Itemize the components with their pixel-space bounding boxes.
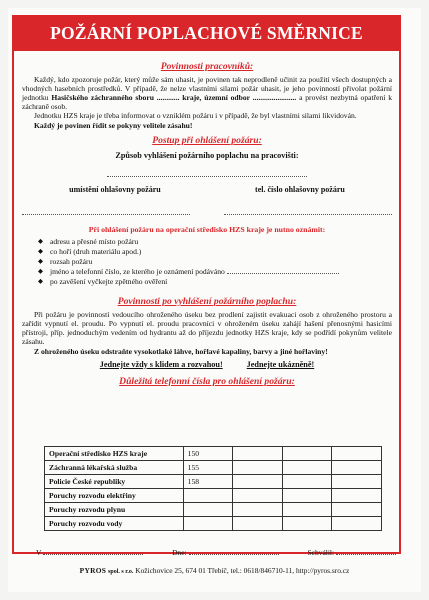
table-cell [233,461,283,475]
footer-address: Kožichovice 25, 674 01 Třebíč, tel.: 0618/846710-11, http://pyros.sro.cz [135,566,350,575]
section-heading-phones: Důležitá telefonní čísla pro ohlášení požáru: [119,375,295,387]
table-cell [282,503,332,517]
place-block [36,548,143,557]
table-cell [233,517,283,531]
alarm-method-heading: Způsob vyhlášení požárního poplachu na pracovišti: [115,150,299,160]
report-requirements-list [22,237,392,287]
section-heading-after-alarm: Povinnosti po vyhlášení požárního poplachu: [117,296,297,308]
station-location-field[interactable] [22,208,190,215]
section-heading-duties: Povinnosti pracovníků: [160,61,254,72]
title-banner [12,15,401,51]
list-item: ◆ adresu a přesné místo požáru [50,237,392,247]
table-cell [233,489,283,503]
slogan-discipline: Jednejte ukázněně! [246,359,315,369]
table-row [45,475,382,489]
footer-brand-suffix: spol. s r.o. [108,569,134,575]
duties-text-c: a provést nezbytná opatření k záchraně osob. [22,93,392,112]
table-cell [332,461,382,475]
phone-number-cell[interactable] [183,503,233,517]
duties-paragraph-1 [22,75,392,111]
table-row [45,489,382,503]
document-title: POŽÁRNÍ POPLACHOVÉ SMĚRNICE [50,22,363,43]
date-label: Dne: [172,548,187,557]
table-row [45,517,382,531]
table-cell [233,447,283,461]
duties-text-b: Hasičského záchranného sboru ............ kraje, územní odbor ....................... [51,93,297,103]
approved-block [307,548,396,557]
list-item-text: jméno a telefonní číslo, ze kterého je oznámení podáváno [50,267,225,277]
table-cell [233,503,283,517]
after-alarm-paragraph-1: Při požáru je povinností vedoucího ohroženého úseku bez prodlení zajistit evakuaci osob z ohroženého prostoru a zařídit vypnutí el. proudu. Po vypnutí el. proudu pracovníci v ohroženém úseku zahájí hašení přenosnými hasicími přístroji, příp. jednoduchým vedením od hydrantu až do příjezdu jednotky HZS kraje, kdy se podřídí pokynům velitele zásahu. [22,310,392,347]
report-station-fields [22,208,392,215]
table-cell [282,517,332,531]
table-row [45,503,382,517]
phone-number-cell[interactable] [183,517,233,531]
duties-paragraph-2: Jednotku HZS kraje je třeba informovat o vzniklém požáru i v případě, že byl vlastními silami likvidován. [34,111,357,121]
table-cell [332,489,382,503]
phone-name-cell: Operační středisko HZS kraje [45,447,184,461]
table-row [45,447,382,461]
report-station-labels [22,185,392,194]
slogan-calm: Jednejte vždy s klidem a rozvahou! [99,359,223,369]
place-label: V [36,548,42,557]
after-alarm-paragraph-2: Z ohroženého úseku odstraňte vysokotlaké láhve, hořlavé kapaliny, barvy a jiné hořlaviny! [34,346,328,356]
table-cell [233,475,283,489]
phone-name-cell: Policie České republiky [45,475,184,489]
section-heading-procedure: Postup při ohlášení požáru: [152,134,262,146]
report-requirements-heading: Při ohlášení požáru na operační středisko HZS kraje je nutno oznámit: [88,224,326,234]
signature-row [36,548,396,557]
list-item: ◆ co hoří (druh materiálu apod.) [50,247,392,257]
table-cell [282,461,332,475]
approved-label: Schválil: [307,548,335,557]
station-location-label: umístění ohlašovny požáru [69,184,161,194]
phone-name-cell: Poruchy rozvodu plynu [45,503,184,517]
duties-paragraph-3: Každý je povinen řídit se pokyny velitele zásahu! [34,120,193,130]
list-item: ◆ po zavěšení vyčkejte zpětného ověření [50,277,392,287]
table-row [45,461,382,475]
table-cell [282,475,332,489]
phone-number-cell: 155 [183,461,233,475]
phone-number-cell[interactable] [183,489,233,503]
alarm-method-field[interactable] [107,168,307,177]
station-phone-label: tel. číslo ohlašovny požáru [255,184,345,194]
approved-field[interactable] [336,548,396,555]
phone-name-cell: Poruchy rozvodu vody [45,517,184,531]
caller-field[interactable] [227,267,339,274]
phone-name-cell: Záchranná lékařská služba [45,461,184,475]
table-cell [332,503,382,517]
date-field[interactable] [189,548,279,555]
phone-number-cell: 158 [183,475,233,489]
table-cell [332,447,382,461]
footer [0,566,429,575]
phone-number-cell: 150 [183,447,233,461]
phone-numbers-table [44,446,382,531]
table-cell [332,475,382,489]
list-item: ◆ rozsah požáru [50,257,392,267]
footer-brand: PYROS [79,566,107,575]
table-cell [332,517,382,531]
station-phone-field[interactable] [224,208,392,215]
table-cell [282,447,332,461]
table-cell [282,489,332,503]
place-field[interactable] [43,548,143,555]
slogans [22,360,392,369]
list-item [50,267,392,277]
phone-name-cell: Poruchy rozvodu elektřiny [45,489,184,503]
duties-text-a: Každý, kdo zpozoruje požár, který může sám uhasit, je povinen tak neprodleně učinit za použití všech dostupných a vhodných hasebních prostředků. V případě, že nelze vlastními silami požár uhasit, je jeho povinností přivolat požární jednotku [22,75,392,103]
content-area [22,56,392,390]
date-block [172,548,278,557]
